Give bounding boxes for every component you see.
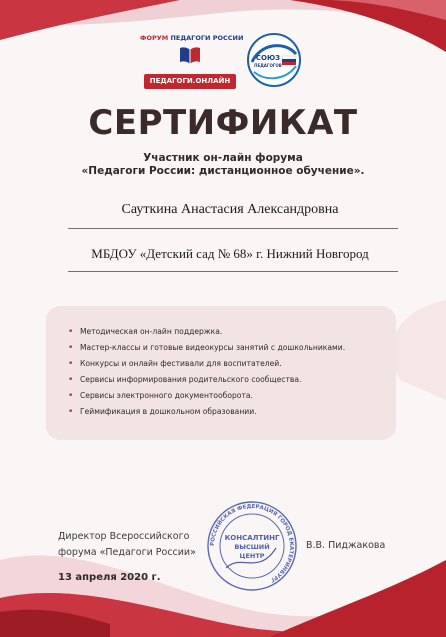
union-logo-line1: СОЮЗ <box>255 54 281 62</box>
forum-badge: ПЕДАГОГИ.ОНЛАЙН <box>144 74 236 89</box>
name-underline <box>68 228 398 229</box>
stamp-center-line-2: ВЫСШИЙ <box>234 543 270 551</box>
subtitle-line-1: Участник он-лайн форума <box>143 152 303 164</box>
feature-item: • Геймификация в дошкольном образовании. <box>68 404 388 420</box>
participant-name: Сауткина Анастасия Александровна <box>121 202 339 217</box>
stamp-center-line-1: КОНСАЛТИНГ <box>224 534 280 542</box>
bullet-icon: • <box>68 359 74 369</box>
subtitle-line-2: «Педагоги России: дистанционное обучение». <box>81 165 365 177</box>
director-position: Директор Всероссийского форума «Педагоги России» <box>58 531 196 558</box>
bullet-icon: • <box>68 407 74 417</box>
stamp-ring-text: РОССИЙСКАЯ ФЕДЕРАЦИЯ ГОРОД ЕКАТЕРИНБУРГ <box>209 503 295 583</box>
feature-item: • Конкурсы и онлайн фестивали для воспитателей. <box>68 356 388 372</box>
feature-item: • Мастер-классы и готовые видеокурсы занятий с дошкольниками. <box>68 340 388 356</box>
stamp-center-line-3: ЦЕНТР <box>239 552 265 560</box>
forum-logo-text: ФОРУМ ПЕДАГОГИ РОССИИ <box>140 34 244 42</box>
feature-item: • Сервисы информирования родительского сообщества. <box>68 372 388 388</box>
open-book-icon <box>178 44 202 66</box>
signer-name: В.В. Пиджакова <box>306 540 386 551</box>
teachers-union-logo <box>246 32 302 88</box>
organization-name: МБДОУ «Детский сад № 68» г. Нижний Новгород <box>91 246 369 261</box>
bullet-icon: • <box>68 327 74 337</box>
forum-logo <box>140 34 244 90</box>
feature-item: • Сервисы электронного документооборота. <box>68 388 388 404</box>
certificate-date: 13 апреля 2020 г. <box>58 572 161 583</box>
logos-row <box>0 28 446 98</box>
bullet-icon: • <box>68 343 74 353</box>
organization-underline <box>68 271 398 272</box>
official-stamp <box>206 498 298 594</box>
union-logo-line2: ПЕДАГОГОВ <box>254 63 282 68</box>
feature-item: • Методическая он-лайн поддержка. <box>68 324 388 340</box>
bullet-icon: • <box>68 375 74 385</box>
features-list <box>68 324 388 420</box>
bullet-icon: • <box>68 391 74 401</box>
certificate-subtitle <box>40 152 406 178</box>
certificate-title: СЕРТИФИКАТ <box>88 103 358 143</box>
